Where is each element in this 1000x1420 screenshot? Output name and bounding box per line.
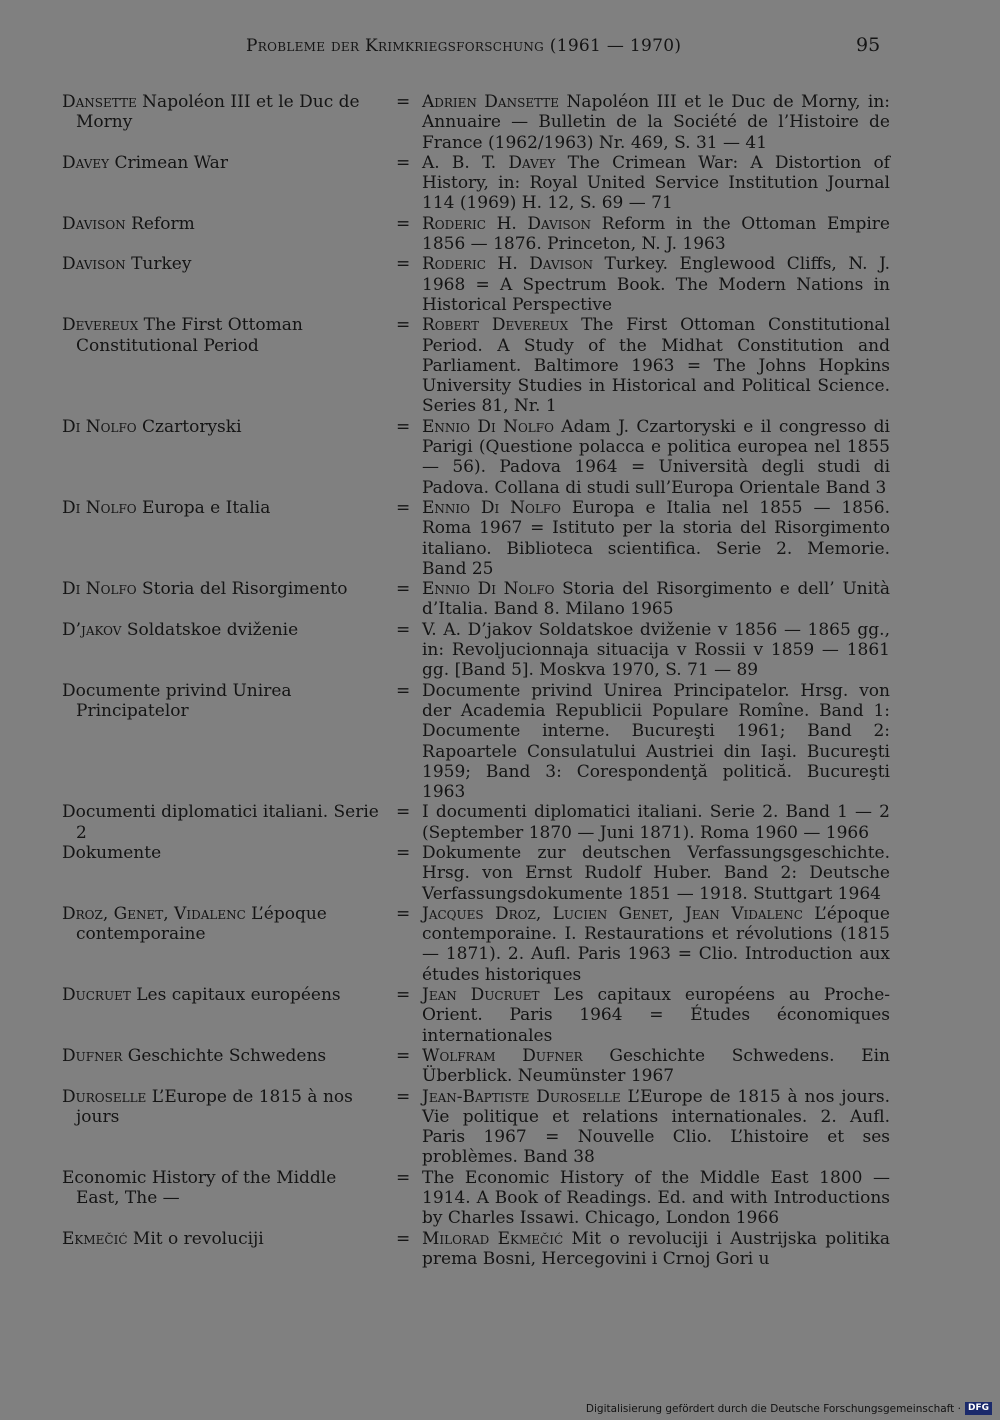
entry-key-author: Davison [62,254,126,275]
entry-citation [422,315,890,416]
bibliography-entry [62,92,890,153]
entry-key-title: L’Europe de 1815 à nos jours [76,1086,353,1127]
entry-citation-author: Roderic H. Davison [422,213,592,234]
equals-sign: = [396,985,411,1006]
entry-citation [422,417,890,498]
entry-citation-text: Geschichte Schwedens. Ein Überblick. Neumünster 1967 [422,1045,890,1087]
dfg-logo: DFG [965,1402,992,1415]
bibliography-entry [62,1046,890,1087]
footer-text: Digitalisierung gefördert durch die Deutsche Forschungsgemeinschaft · [585,1402,961,1415]
entry-citation [422,498,890,579]
equals-sign: = [396,497,411,518]
entry-citation-author: Jacques Droz, Lucien Genet, Jean Vidalenc [422,903,803,924]
entry-citation-author: Roderic H. Davison [422,254,593,275]
equals-sign: = [396,1228,411,1249]
entry-citation [422,1046,890,1087]
entry-key-title: Turkey [125,254,192,275]
entry-key-title: The First Ottoman Constitutional Period [76,315,303,356]
bibliography-entry [62,843,890,904]
entry-key [62,315,392,356]
entry-key-title: Czartoryski [136,416,242,437]
equals-sign: = [396,619,411,640]
entry-key [62,214,392,234]
entry-key-title: L’époque contemporaine [76,903,327,945]
entry-key [62,254,392,274]
entry-citation-text: Documente privind Unirea Principatelor. Hrsg. von der Academia Republicii Populare Romîne. Band 1: Documente interne. Bucureşti 1961; Band 2: Rapoartele Consulatului Austriei din Iaşi. Bucureşti 1959; Band 3: Corespondenţă politică. Bucureşti 1963 [422,680,890,803]
bibliography-entry [62,214,890,255]
entry-key-author: Di Nolfo [62,497,137,518]
entry-citation-text: The First Ottoman Constitutional Period. A Study of the Midhat Constitution and Parliament. Baltimore 1963 = The Johns Hopkins University Studies in Historical and Political Science. Series 81, Nr. 1 [422,315,891,417]
equals-sign: = [396,254,411,275]
entry-citation [422,802,890,843]
entry-key [62,1087,392,1128]
entry-key-title: Les capitaux européens [130,985,341,1006]
entry-key [62,1046,392,1066]
entry-citation-text: The Economic History of the Middle East 1800 — 1914. A Book of Readings. Ed. and with Introductions by Charles Issawi. Chicago, London 1966 [422,1167,890,1229]
running-header [0,36,1000,60]
running-title: Probleme der Krimkriegsforschung (1961 — 1970) [246,36,682,56]
entry-key-author: Dansette [62,92,137,112]
bibliography-entry [62,417,890,498]
footer [586,1402,992,1415]
entry-key [62,681,392,722]
entry-citation-text: Reform in the Ottoman Empire 1856 — 1876. Princeton, N. J. 1963 [422,213,890,255]
entry-key-author: Di Nolfo [62,579,137,600]
entry-key-author: Ducruet [62,985,131,1006]
entry-citation-author: Ennio Di Nolfo [422,579,555,600]
entry-citation-author: A. B. T. Davey [422,152,556,173]
entry-key-title: Documenti diplomatici italiani. Serie 2 [62,802,379,843]
entry-citation-author: Adrien Dansette [422,92,560,112]
entry-citation-author: Ennio Di Nolfo [422,497,561,518]
entry-citation-text: Mit o revoluciji i Austrijska politika prema Bosni, Hercegovini i Crnoj Gori u [422,1228,890,1269]
entry-key-title: Soldatskoe dviženie [121,619,299,640]
entry-citation-author: Milorad Ekmečić [422,1228,564,1249]
entry-key [62,904,392,945]
entry-citation [422,620,890,681]
entry-citation [422,1229,890,1270]
entry-key [62,417,392,437]
entry-key-author: Ekmečić [62,1228,128,1249]
equals-sign: = [396,680,411,701]
entry-citation-text: Turkey. Englewood Cliffs, N. J. 1968 = A Spectrum Book. The Modern Nations in Historical Perspective [422,254,890,315]
entry-key [62,985,392,1005]
entry-citation-text: Adam J. Czartoryski e il congresso di Parigi (Questione polacca e politica europea nel 1855 — 56). Padova 1964 = Università degli studi di Padova. Collana di studi sull’Europa Orientale Band 3 [422,416,890,498]
equals-sign: = [396,315,411,336]
entry-key [62,1168,392,1209]
entry-citation [422,843,890,904]
entry-citation [422,153,890,214]
entry-key [62,579,392,599]
entry-key-title: Economic History of the Middle East, The — [62,1167,337,1209]
entry-citation [422,254,890,315]
entry-key [62,498,392,518]
equals-sign: = [396,579,411,600]
entry-key [62,843,392,863]
entry-citation-text: I documenti diplomatici italiani. Serie 2. Band 1 — 2 (September 1870 — Juni 1871). Roma 1960 — 1966 [422,802,890,843]
entry-key-title: Europa e Italia [136,497,271,518]
entry-key [62,802,392,843]
entry-key-author: Di Nolfo [62,416,137,437]
bibliography-entry [62,315,890,416]
entry-citation-author: Wolfram Dufner [422,1045,583,1066]
entry-citation [422,681,890,803]
entry-citation-author: Jean Ducruet [422,985,540,1006]
entry-key-author: Dufner [62,1045,123,1066]
entry-citation-text: L’Europe de 1815 à nos jours. Vie politique et relations internationales. 2. Aufl. Paris 1967 = Nouvelle Clio. L’histoire et ses problèmes. Band 38 [422,1086,890,1168]
equals-sign: = [396,1167,411,1188]
entry-citation [422,214,890,255]
entry-key-title: Mit o revoluciji [127,1228,264,1249]
entry-key [62,153,392,173]
entry-citation [422,1087,890,1168]
entry-key-title: Reform [125,213,195,234]
entry-citation [422,1168,890,1229]
entry-citation-text: Europa e Italia nel 1855 — 1856. Roma 1967 = Istituto per la storia del Risorgimento italiano. Biblioteca scientifica. Serie 2. Memorie. Band 25 [422,497,890,579]
bibliography-entry [62,153,890,214]
entry-citation [422,579,890,620]
equals-sign: = [396,152,411,173]
entry-key [62,1229,392,1249]
equals-sign: = [396,92,411,112]
bibliography-entry [62,1087,890,1168]
entry-key-title: Geschichte Schwedens [122,1045,327,1066]
entry-key-title: Storia del Risorgimento [136,579,348,600]
equals-sign: = [396,213,411,234]
equals-sign: = [396,802,411,823]
entry-citation-author: Robert Devereux [422,315,569,336]
entry-citation-author: Jean-Baptiste Duroselle [422,1086,621,1107]
entry-citation [422,904,890,985]
entry-citation-text: V. A. D’jakov Soldatskoe dviženie v 1856 — 1865 gg., in: Revoljucionnaja situacija v Rossii v 1859 — 1861 gg. [Band 5]. Moskva 1970, S. 71 — 89 [422,619,890,681]
equals-sign: = [396,1086,411,1107]
bibliography-entry [62,681,890,803]
bibliography-entry [62,1168,890,1229]
bibliography-entry [62,802,890,843]
entry-key-author: Droz, Genet, Vidalenc [62,903,246,924]
entry-key-title: Dokumente [62,842,162,863]
entry-key-author: D’jakov [62,619,122,640]
page-number: 95 [856,34,881,56]
entry-citation-text: Napoléon III et le Duc de Morny, in: Annuaire — Bulletin de la Société de l’Histoire de France (1962/1963) Nr. 469, S. 31 — 41 [422,92,890,153]
entry-key [62,620,392,640]
equals-sign: = [396,416,411,437]
entry-key-title: Napoléon III et le Duc de Morny [76,92,360,133]
entry-citation-text: L’époque contemporaine. I. Restaurations et révolutions (1815 — 1871). 2. Aufl. Paris 1963 = Clio. Introduction aux études historiques [422,903,890,985]
bibliography-list [62,92,890,1269]
bibliography-entry [62,1229,890,1270]
entry-key-author: Devereux [62,315,139,336]
bibliography-entry [62,985,890,1046]
bibliography-entry [62,620,890,681]
entry-citation [422,92,890,153]
entry-citation-text: Dokumente zur deutschen Verfassungsgeschichte. Hrsg. von Ernst Rudolf Huber. Band 2: Deutsche Verfassungsdokumente 1851 — 1918. Stuttgart 1964 [422,842,890,904]
entry-citation-author: Ennio Di Nolfo [422,416,554,437]
entry-key-author: Davey [62,152,110,173]
entry-key-title: Documente privind Unirea Principatelor [62,680,292,721]
entry-citation-text: The Crimean War: A Distortion of History, in: Royal United Service Institution Journal 114 (1969) H. 12, S. 69 — 71 [422,152,890,214]
equals-sign: = [396,1045,411,1066]
entry-citation-text: Les capitaux européens au Proche-Orient. Paris 1964 = Études économiques internationales [422,985,891,1046]
entry-key [62,92,392,133]
bibliography-entry [62,498,890,579]
entry-key-author: Duroselle [62,1086,147,1107]
bibliography-entry [62,579,890,620]
equals-sign: = [396,842,411,863]
entry-key-title: Crimean War [109,152,228,173]
entry-citation [422,985,890,1046]
entry-key-author: Davison [62,213,126,234]
equals-sign: = [396,903,411,924]
bibliography-entry [62,904,890,985]
entry-citation-text: Storia del Risorgimento e dell’ Unità d’Italia. Band 8. Milano 1965 [422,579,891,620]
bibliography-entry [62,254,890,315]
